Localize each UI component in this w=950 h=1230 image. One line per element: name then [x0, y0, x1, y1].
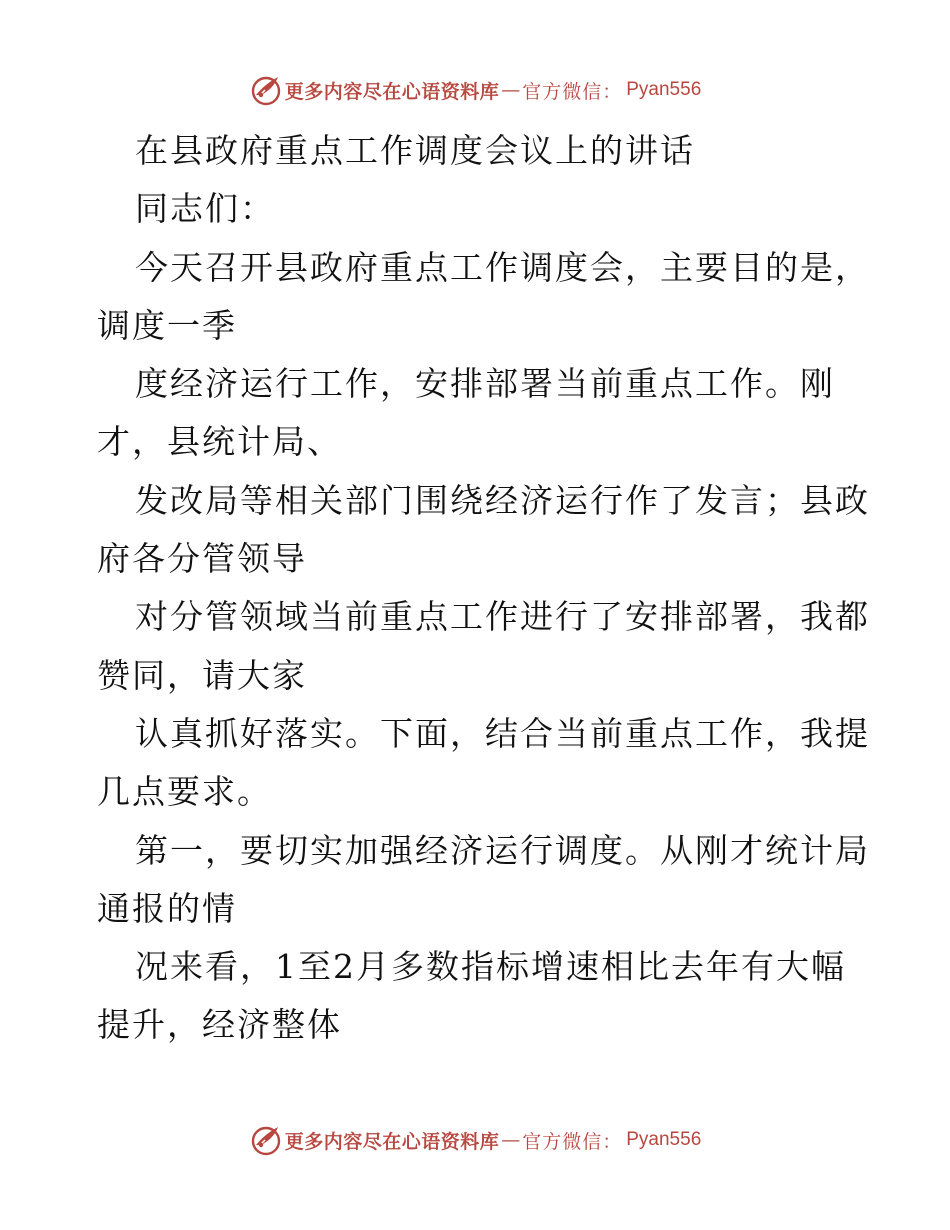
- text-line: 对分管领域当前重点工作进行了安排部署，我都: [135, 597, 870, 637]
- watermark-separator: —: [501, 1129, 521, 1151]
- document-title: 在县政府重点工作调度会议上的讲话: [135, 131, 695, 170]
- watermark-wechat-label: 官方微信：: [522, 80, 623, 103]
- watermark-brand-text: 更多内容尽在心语资料库: [284, 1130, 500, 1153]
- watermark-brand-text: 更多内容尽在心语资料库: [284, 80, 500, 103]
- watermark-wechat-label: 官方微信：: [522, 1130, 623, 1153]
- header-watermark-banner: [0, 70, 950, 110]
- text-line: 通报的情: [97, 888, 237, 928]
- watermark-wechat-id: Pyan556: [626, 1129, 702, 1150]
- text-line: 府各分管领导: [97, 539, 307, 579]
- text-line: 发改局等相关部门围绕经济运行作了发言；县政: [135, 480, 870, 520]
- footer-watermark-banner: [0, 1120, 950, 1160]
- watermark-wechat-id: Pyan556: [626, 79, 702, 100]
- text-line: 赞同，请大家: [97, 655, 307, 695]
- text-line: 今天召开县政府重点工作调度会，主要目的是，: [135, 247, 870, 287]
- watermark-separator: —: [501, 79, 521, 101]
- text-line: 第一，要切实加强经济运行调度。从刚才统计局: [135, 830, 870, 870]
- text-line: 才，县统计局、: [97, 422, 342, 462]
- text-line: 调度一季: [97, 305, 237, 345]
- text-line: 几点要求。: [97, 772, 272, 812]
- text-line: 提升，经济整体: [97, 1005, 342, 1045]
- quill-seal-icon: [249, 1123, 283, 1157]
- text-line: 况来看，1至2月多数指标增速相比去年有大幅: [135, 947, 846, 987]
- text-line: 度经济运行工作，安排部署当前重点工作。刚: [135, 364, 835, 404]
- text-line: 认真抓好落实。下面，结合当前重点工作，我提: [135, 713, 870, 753]
- salutation: 同志们：: [135, 189, 275, 229]
- document-body: [97, 122, 870, 1055]
- quill-seal-icon: [249, 73, 283, 107]
